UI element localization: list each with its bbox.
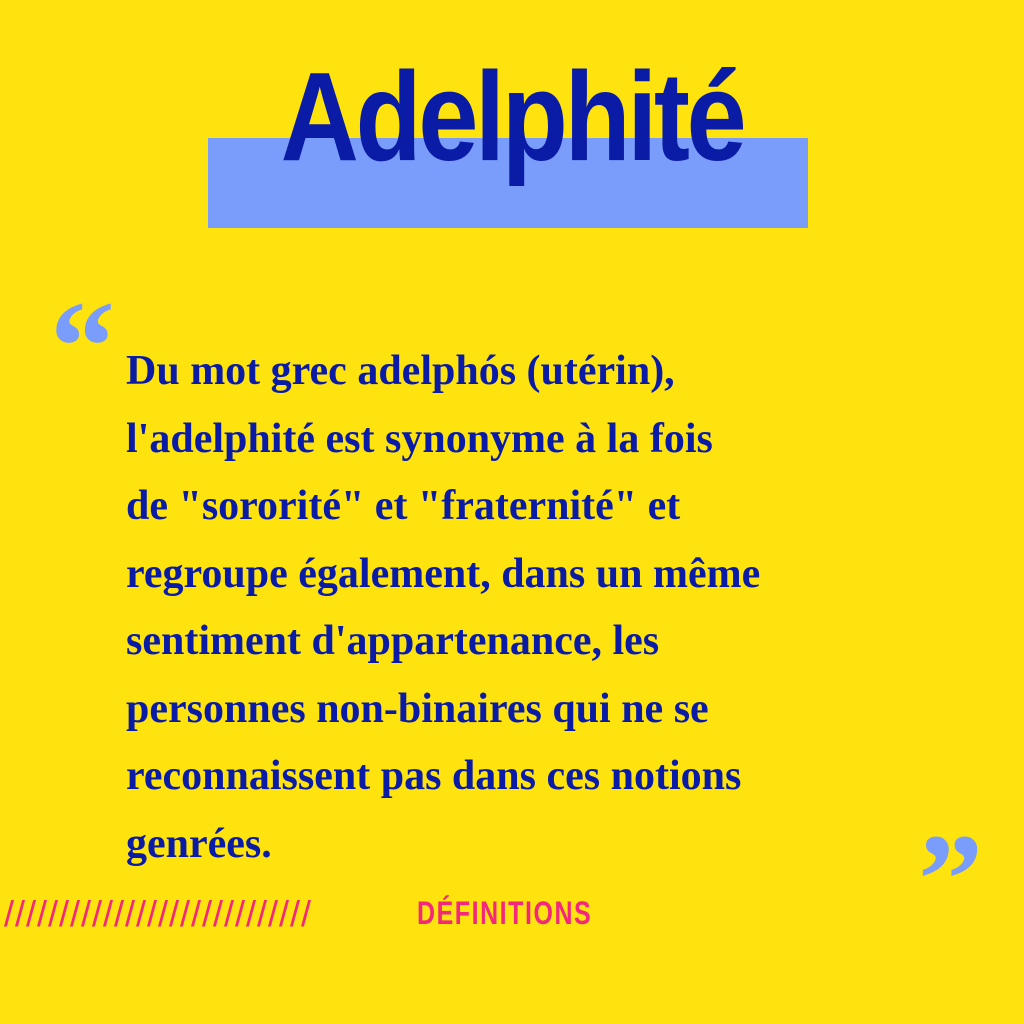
- definition-line: reconnaissent pas dans ces notions: [126, 753, 742, 799]
- open-quote-icon: “: [50, 275, 115, 419]
- definition-line: Du mot grec adelphós (utérin),: [126, 348, 675, 394]
- definition-line: de "sororité" et "fraternité" et: [126, 483, 681, 529]
- definition-line: l'adelphité est synonyme à la fois: [126, 415, 713, 462]
- definition-line: sentiment d'appartenance, les: [126, 618, 660, 664]
- decorative-slashes: ////////////////////////////: [4, 893, 313, 934]
- definition-line: personnes non-binaires qui ne se: [126, 685, 709, 732]
- close-quote-icon: ”: [918, 808, 983, 952]
- page-title: Adelphité: [280, 46, 744, 187]
- definition-text: [126, 338, 986, 878]
- definition-line: genrées.: [126, 820, 272, 867]
- definition-line: regroupe également, dans un même: [126, 550, 761, 597]
- category-label: DÉFINITIONS: [417, 895, 593, 931]
